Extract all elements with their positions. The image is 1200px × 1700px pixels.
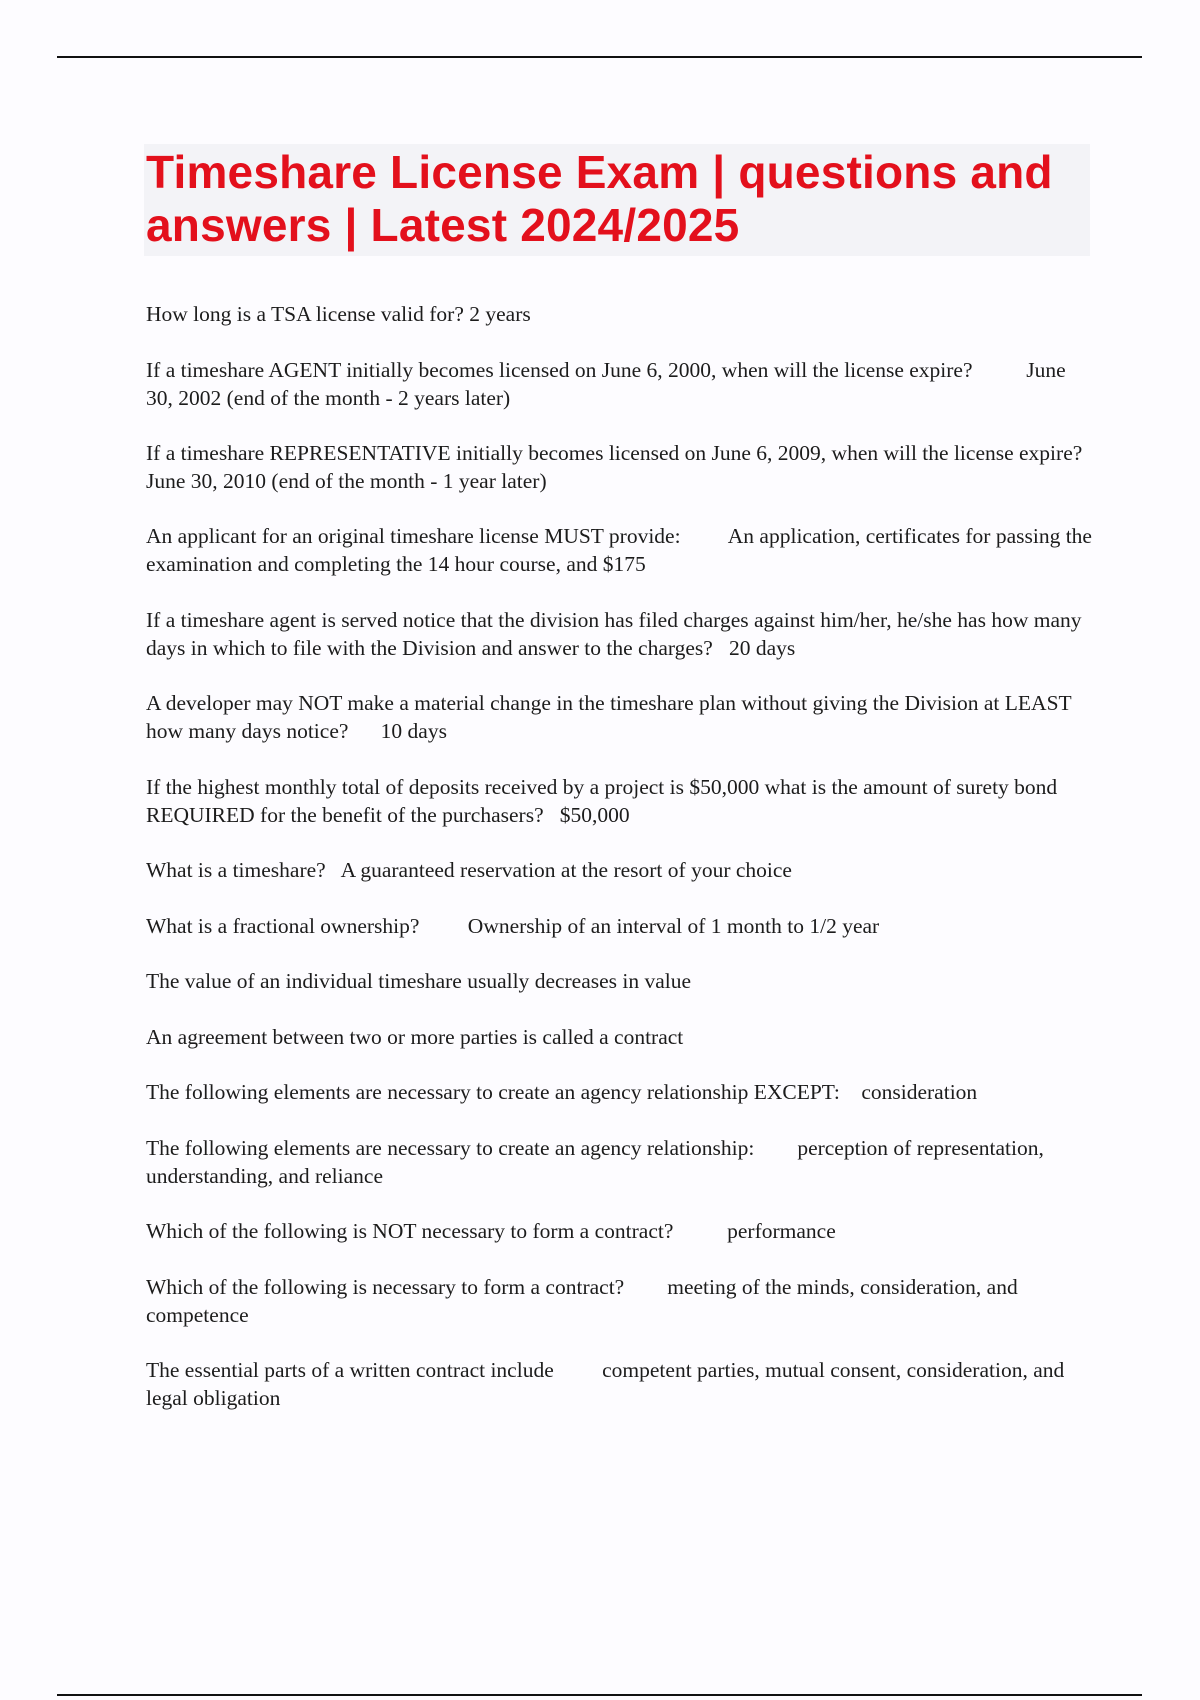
qa-item xyxy=(146,773,1096,829)
question-text: If a timeshare agent is served notice that the division has filed charges against him/her, he/she has how many days in which to file with the Division and answer to the charges? xyxy=(146,608,1082,660)
question-text: Which of the following is NOT necessary to form a contract? xyxy=(146,1219,674,1243)
answer-gap xyxy=(624,1275,667,1299)
answer-text: $50,000 xyxy=(559,803,630,827)
qa-item xyxy=(146,300,1096,328)
answer-text: consideration xyxy=(861,1080,978,1104)
qa-item xyxy=(146,1023,1096,1051)
answer-gap xyxy=(840,1080,862,1104)
answer-text: competent parties, mutual consent, consideration, and legal obligation xyxy=(146,1358,1065,1410)
question-text: What is a fractional ownership? xyxy=(146,914,420,938)
question-text: How long is a TSA license valid for? xyxy=(146,302,464,326)
question-text: If a timeshare AGENT initially becomes licensed on June 6, 2000, when will the license expire? xyxy=(146,358,973,382)
qa-item xyxy=(146,912,1096,940)
answer-text: a contract xyxy=(599,1025,684,1049)
question-text: If a timeshare REPRESENTATIVE initially becomes licensed on June 6, 2009, when will the license expire? xyxy=(146,441,1083,465)
answer-text: An application, certificates for passing the examination and completing the 14 hour course, and $175 xyxy=(146,524,1092,576)
qa-item xyxy=(146,356,1096,412)
answer-gap xyxy=(973,358,1027,382)
bottom-rule xyxy=(57,1694,1142,1696)
answer-text: 2 years xyxy=(469,302,531,326)
qa-item xyxy=(146,439,1096,495)
answer-gap xyxy=(544,803,560,827)
qa-item xyxy=(146,522,1096,578)
question-text: The following elements are necessary to create an agency relationship EXCEPT: xyxy=(146,1080,840,1104)
answer-text: perception of representation, understanding, and reliance xyxy=(146,1136,1044,1188)
qa-item xyxy=(146,606,1096,662)
document-title: Timeshare License Exam | questions and answers | Latest 2024/2025 xyxy=(146,146,1053,251)
answer-text: 20 days xyxy=(728,636,796,660)
question-text: An agreement between two or more parties is called xyxy=(146,1025,594,1049)
answer-text: meeting of the minds, consideration, and competence xyxy=(146,1275,1018,1327)
answer-text: June 30, 2010 (end of the month - 1 year later) xyxy=(146,469,547,493)
answer-text: 10 days xyxy=(380,719,447,743)
qa-item xyxy=(146,1078,1096,1106)
question-text: The following elements are necessary to create an agency relationship: xyxy=(146,1136,755,1160)
answer-gap xyxy=(673,1219,727,1243)
question-text: An applicant for an original timeshare license MUST provide: xyxy=(146,524,681,548)
answer-gap xyxy=(326,858,341,882)
answer-gap xyxy=(419,914,467,938)
answer-text: Ownership of an interval of 1 month to 1/2 year xyxy=(467,914,880,938)
qa-item xyxy=(146,1273,1096,1329)
question-text: The value of an individual timeshare usually xyxy=(146,969,530,993)
answer-gap xyxy=(754,1136,797,1160)
qa-item xyxy=(146,689,1096,745)
question-text: If the highest monthly total of deposits received by a project is $50,000 what is the amount of surety bond REQUIRED for the benefit of the purchasers? xyxy=(146,775,1058,827)
answer-gap xyxy=(713,636,729,660)
question-text: A developer may NOT make a material change in the timeshare plan without giving the Division at LEAST how many days notice? xyxy=(146,691,1072,743)
top-rule xyxy=(57,56,1142,58)
answer-text: June 30, 2002 (end of the month - 2 years later) xyxy=(146,358,1066,410)
qa-item xyxy=(146,856,1096,884)
answer-text: decreases in value xyxy=(534,969,692,993)
question-text: Which of the following is necessary to form a contract? xyxy=(146,1275,625,1299)
qa-item xyxy=(146,1356,1096,1412)
question-text: The essential parts of a written contract include xyxy=(146,1358,554,1382)
answer-gap xyxy=(348,719,380,743)
question-text: What is a timeshare? xyxy=(146,858,326,882)
qa-item xyxy=(146,1217,1096,1245)
answer-text: A guaranteed reservation at the resort of your choice xyxy=(340,858,792,882)
qa-item xyxy=(146,967,1096,995)
answer-gap xyxy=(554,1358,602,1382)
answer-text: performance xyxy=(727,1219,836,1243)
answer-gap xyxy=(681,524,728,548)
qa-item xyxy=(146,1134,1096,1190)
